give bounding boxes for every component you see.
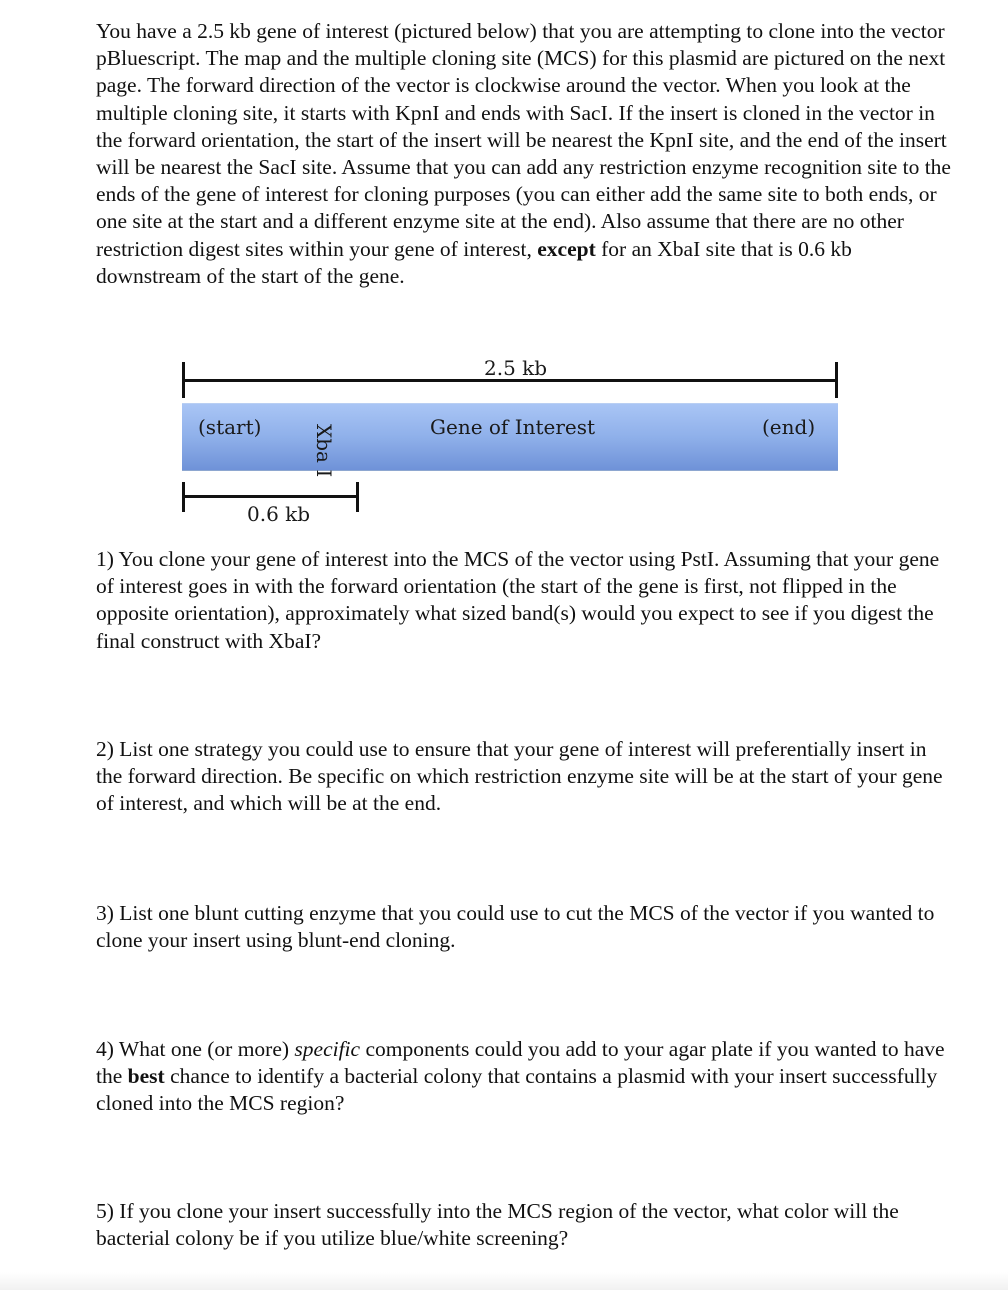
question-4-emphasis: specific [294,1037,361,1061]
gene-label: Gene of Interest [430,415,596,439]
question-4-bold: best [127,1064,165,1089]
xbai-site-label: Xba I [312,424,336,478]
page-bottom-edge [0,1272,1008,1290]
start-label: (start) [198,415,262,439]
total-length-label: 2.5 kb [484,356,548,380]
intro-paragraph [96,18,956,290]
question-5: 5) If you clone your insert successfully into the MCS region of the vector, what color will the bacterial colony be if you utilize blue/white screening? [96,1199,899,1251]
question-1: 1) You clone your gene of interest into the MCS of the vector using PstI. Assuming that your gene of interest goes in with the forward orientation (the start of the gene is first, not flipped in the opposite orientation), approximately what sized band(s) would you expect to see if you digest the final construct with XbaI? [96,547,940,653]
question-3: 3) List one blunt cutting enzyme that you could use to cut the MCS of the vector if you wanted to clone your insert using blunt-end cloning. [96,901,935,953]
scale-bar-right-tick [835,362,838,398]
intro-text-emphasis: except [537,236,596,261]
question-2: 2) List one strategy you could use to ensure that your gene of interest will preferentially insert in the forward direction. Be specific on which restriction enzyme site will be at the start of your gene of interest, and which will be at the end. [96,737,943,816]
question-4-part2: components could you add to your agar plate if you wanted to have the [96,1037,945,1089]
site-distance-label: 0.6 kb [247,502,311,526]
question-4 [96,1036,956,1118]
question-4-part3: chance to identify a bacterial colony that contains a plasmid with your insert successfully cloned into the MCS region? [96,1064,938,1116]
end-label: (end) [762,415,816,439]
intro-text-part2: for an XbaI site that is 0.6 kb downstream of the start of the gene. [96,236,852,288]
question-4-part1: 4) What one (or more) [96,1037,295,1061]
site-distance-bar [182,495,359,498]
site-bar-right-tick [356,482,359,512]
intro-text-part1: You have a 2.5 kb gene of interest (pictured below) that you are attempting to clone into the vector pBluescript. The map and the multiple cloning site (MCS) for this plasmid are pictured on the next page. The forward direction of the vector is clockwise around the vector. When you look at the multiple cloning site, it starts with KpnI and ends with SacI. If the insert is cloned in the vector in the forward orientation, the start of the insert will be nearest the KpnI site, and the end of the insert will be nearest the SacI site. Assume that you can add any restriction enzyme recognition site to the ends of the gene of interest for cloning purposes (you can either add the same site to both ends, or one site at the start and a different enzyme site at the end). Also assume that there are no other restriction digest sites within your gene of interest, [96,19,951,261]
